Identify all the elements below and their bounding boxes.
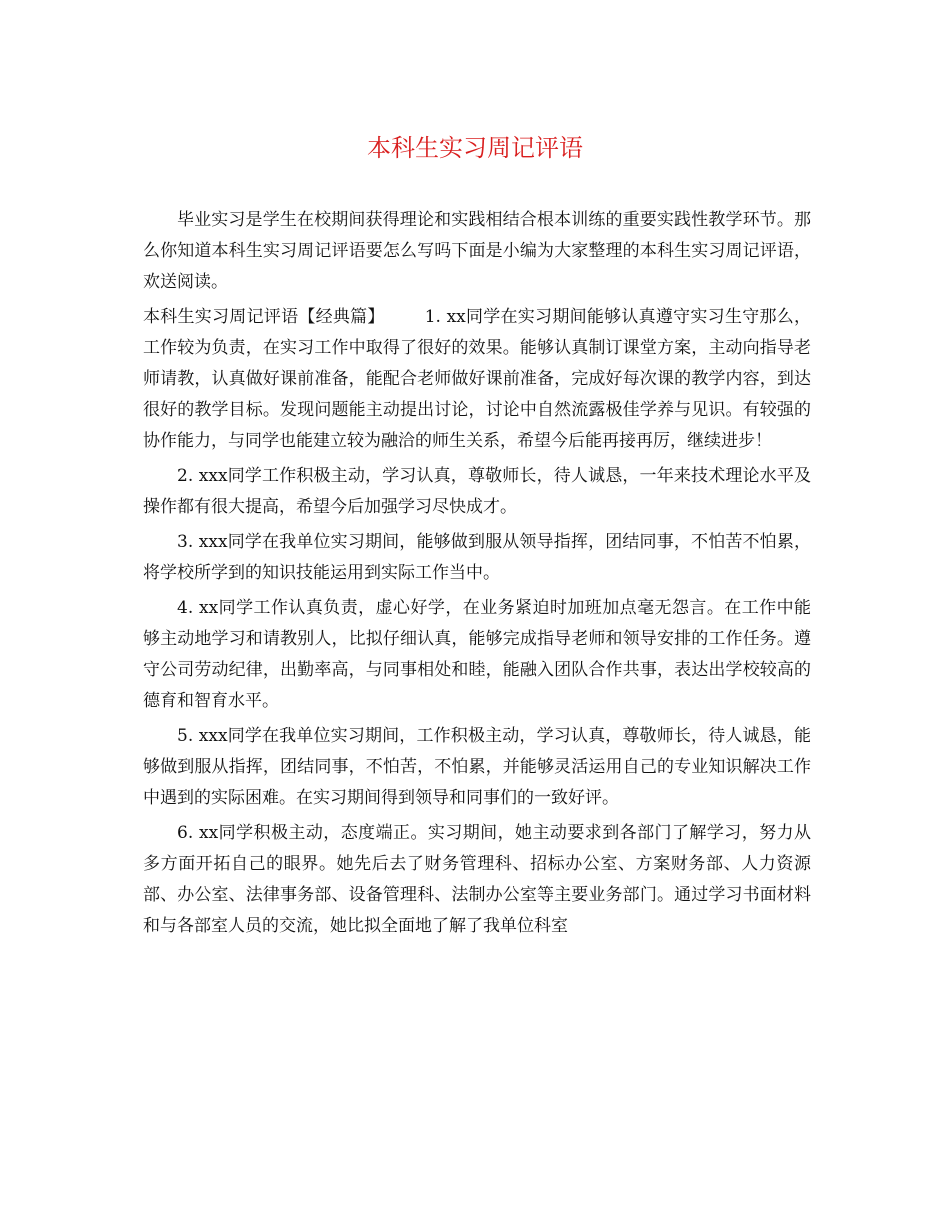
document-title: 本科生实习周记评语: [367, 134, 583, 162]
comment-item-6: 6. xx同学积极主动，态度端正。实习期间，她主动要求到各部门了解学习，努力从多方面开拓自己的眼界。她先后去了财务管理科、招标办公室、方案财务部、人力资源部、办公室、法律事务部、设备管理科、法制办公室等主要业务部门。通过学习书面材料和与各部室人员的交流，她比拟全面地了解了我单位科室: [143, 823, 811, 936]
section-heading: 本科生实习周记评语【经典篇】: [143, 307, 385, 327]
first-comment-paragraph: [143, 302, 811, 457]
document-body: [143, 205, 811, 946]
comment-item-5: 5. xxx同学在我单位实习期间，工作积极主动，学习认真，尊敬师长，待人诚恳，能够做到服从指挥，团结同事，不怕苦，不怕累，并能够灵活运用自己的专业知识解决工作中遇到的实际困难。在实习期间得到领导和同事们的一致好评。: [143, 726, 811, 808]
comment-item-3: 3. xxx同学在我单位实习期间，能够做到服从领导指挥，团结同事，不怕苦不怕累，将学校所学到的知识技能运用到实际工作当中。: [143, 532, 811, 583]
comment-item-1: 1. xx同学在实习期间能够认真遵守实习生守那么，工作较为负责，在实习工作中取得了很好的效果。能够认真制订课堂方案，主动向指导老师请教，认真做好课前准备，能配合老师做好课前准备，完成好每次课的教学内容，到达很好的教学目标。发现问题能主动提出讨论，讨论中自然流露极佳学养与见识。有较强的协作能力，与同学也能建立较为融洽的师生关系，希望今后能再接再厉，继续进步！: [143, 307, 811, 451]
comment-item-2: 2. xxx同学工作积极主动，学习认真，尊敬师长，待人诚恳，一年来技术理论水平及操作都有很大提高，希望今后加强学习尽快成才。: [143, 466, 811, 517]
comment-item-4: 4. xx同学工作认真负责，虚心好学，在业务紧迫时加班加点毫无怨言。在工作中能够主动地学习和请教别人，比拟仔细认真，能够完成指导老师和领导安排的工作任务。遵守公司劳动纪律，出勤率高，与同事相处和睦，能融入团队合作共事，表达出学校较高的德育和智育水平。: [143, 598, 811, 711]
intro-paragraph: 毕业实习是学生在校期间获得理论和实践相结合根本训练的重要实践性教学环节。那么你知道本科生实习周记评语要怎么写吗下面是小编为大家整理的本科生实习周记评语，欢送阅读。: [143, 210, 811, 292]
